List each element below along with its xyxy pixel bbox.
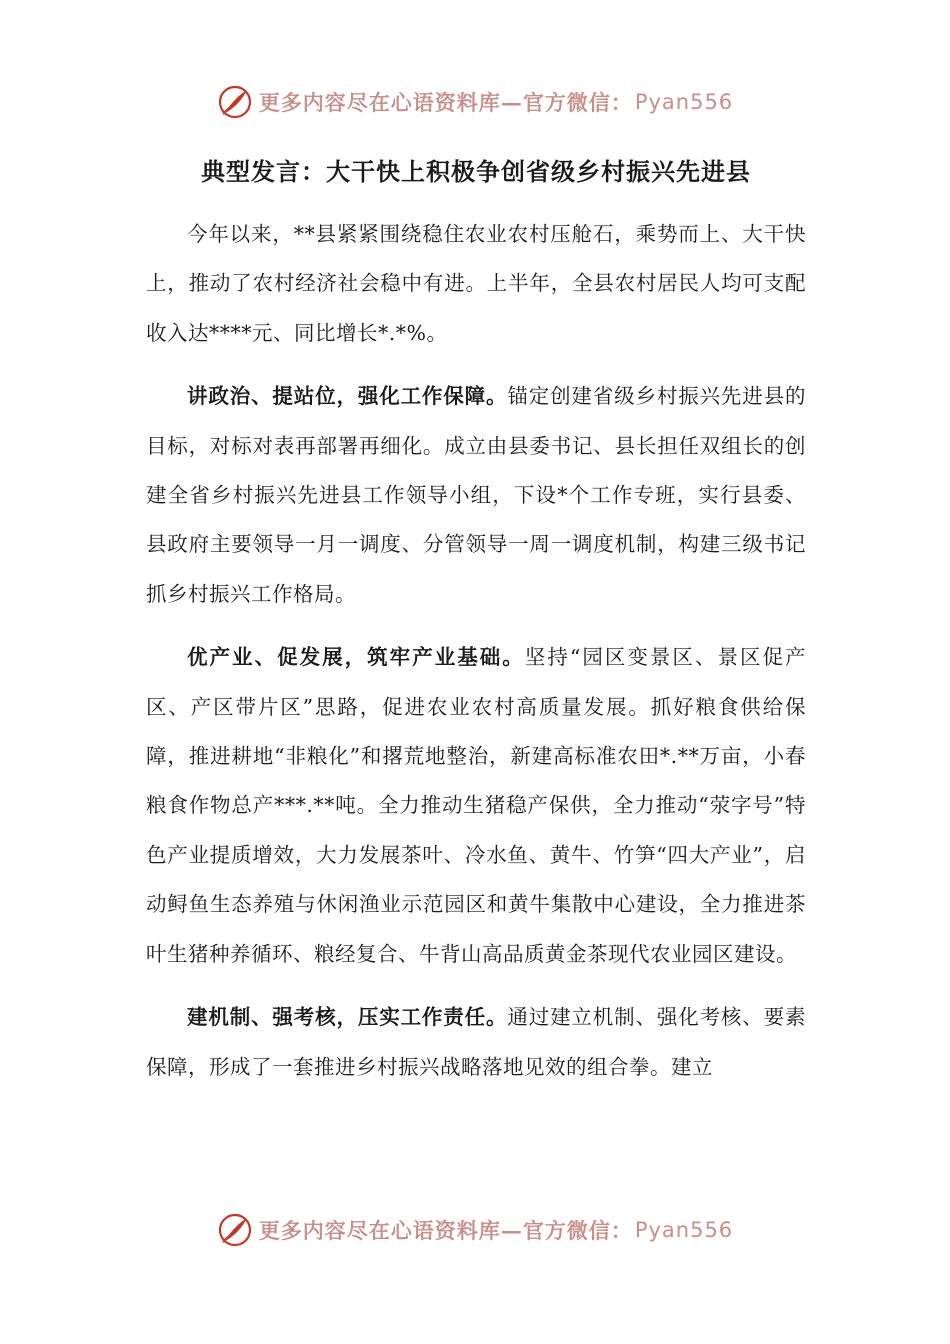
document-body xyxy=(146,150,806,1106)
banner-separator: — xyxy=(500,89,523,115)
banner-brand-text: 更多内容尽在心语资料库 xyxy=(258,90,501,115)
banner-contact-id: Pyan556 xyxy=(634,1218,734,1242)
section-paragraph xyxy=(146,633,806,979)
section-heading: 讲政治、提站位，强化工作保障。 xyxy=(187,384,508,409)
intro-paragraph: 今年以来，**县紧紧围绕稳住农业农村压舱石，乘势而上、大干快上，推动了农村经济社会稳中有进。上半年，全县农村居民人均可支配收入达****元、同比增长*.*%。 xyxy=(146,222,806,345)
section-heading: 建机制、强考核，压实工作责任。 xyxy=(187,1005,508,1030)
document-title: 典型发言：大干快上积极争创省级乡村振兴先进县 xyxy=(201,157,751,186)
section-body: 通过建立机制、强化考核、要素保障，形成了一套推进乡村振兴战略落地见效的组合拳。建立 xyxy=(146,1005,807,1079)
section-heading: 优产业、促发展，筑牢产业基础。 xyxy=(187,645,525,670)
quill-logo-icon xyxy=(217,84,253,120)
banner-contact-label: 官方微信： xyxy=(522,1218,633,1243)
banner-separator: — xyxy=(500,1217,523,1243)
section-body: 坚持“园区变景区、景区促产区、产区带片区”思路，促进农业农村高质量发展。抓好粮食供给保障，推进耕地“非粮化”和撂荒地整治，新建高标准农田*.**万亩，小春粮食作物总产***.**吨。全力推动生猪稳产保供，全力推动“荥字号”特色产业提质增效，大力发展茶叶、冷水鱼、黄牛、竹笋“四大产业”，启动鲟鱼生态养殖与休闲渔业示范园区和黄牛集散中心建设，全力推进茶叶生猪种养循环、粮经复合、牛背山高品质黄金茶现代农业园区建设。 xyxy=(146,645,807,966)
section-body: 锚定创建省级乡村振兴先进县的目标，对标对表再部署再细化。成立由县委书记、县长担任双组长的创建全省乡村振兴先进县工作领导小组，下设*个工作专班，实行县委、县政府主要领导一月一调度、分管领导一周一调度机制，构建三级书记抓乡村振兴工作格局。 xyxy=(146,384,807,606)
banner-contact-id: Pyan556 xyxy=(634,90,734,114)
header-watermark-banner xyxy=(0,80,950,124)
section-paragraph xyxy=(146,372,806,619)
banner-brand-text: 更多内容尽在心语资料库 xyxy=(258,1218,501,1243)
banner-contact-label: 官方微信： xyxy=(522,90,633,115)
footer-watermark-banner xyxy=(0,1208,950,1252)
section-paragraph xyxy=(146,993,806,1092)
quill-logo-icon xyxy=(217,1212,253,1248)
